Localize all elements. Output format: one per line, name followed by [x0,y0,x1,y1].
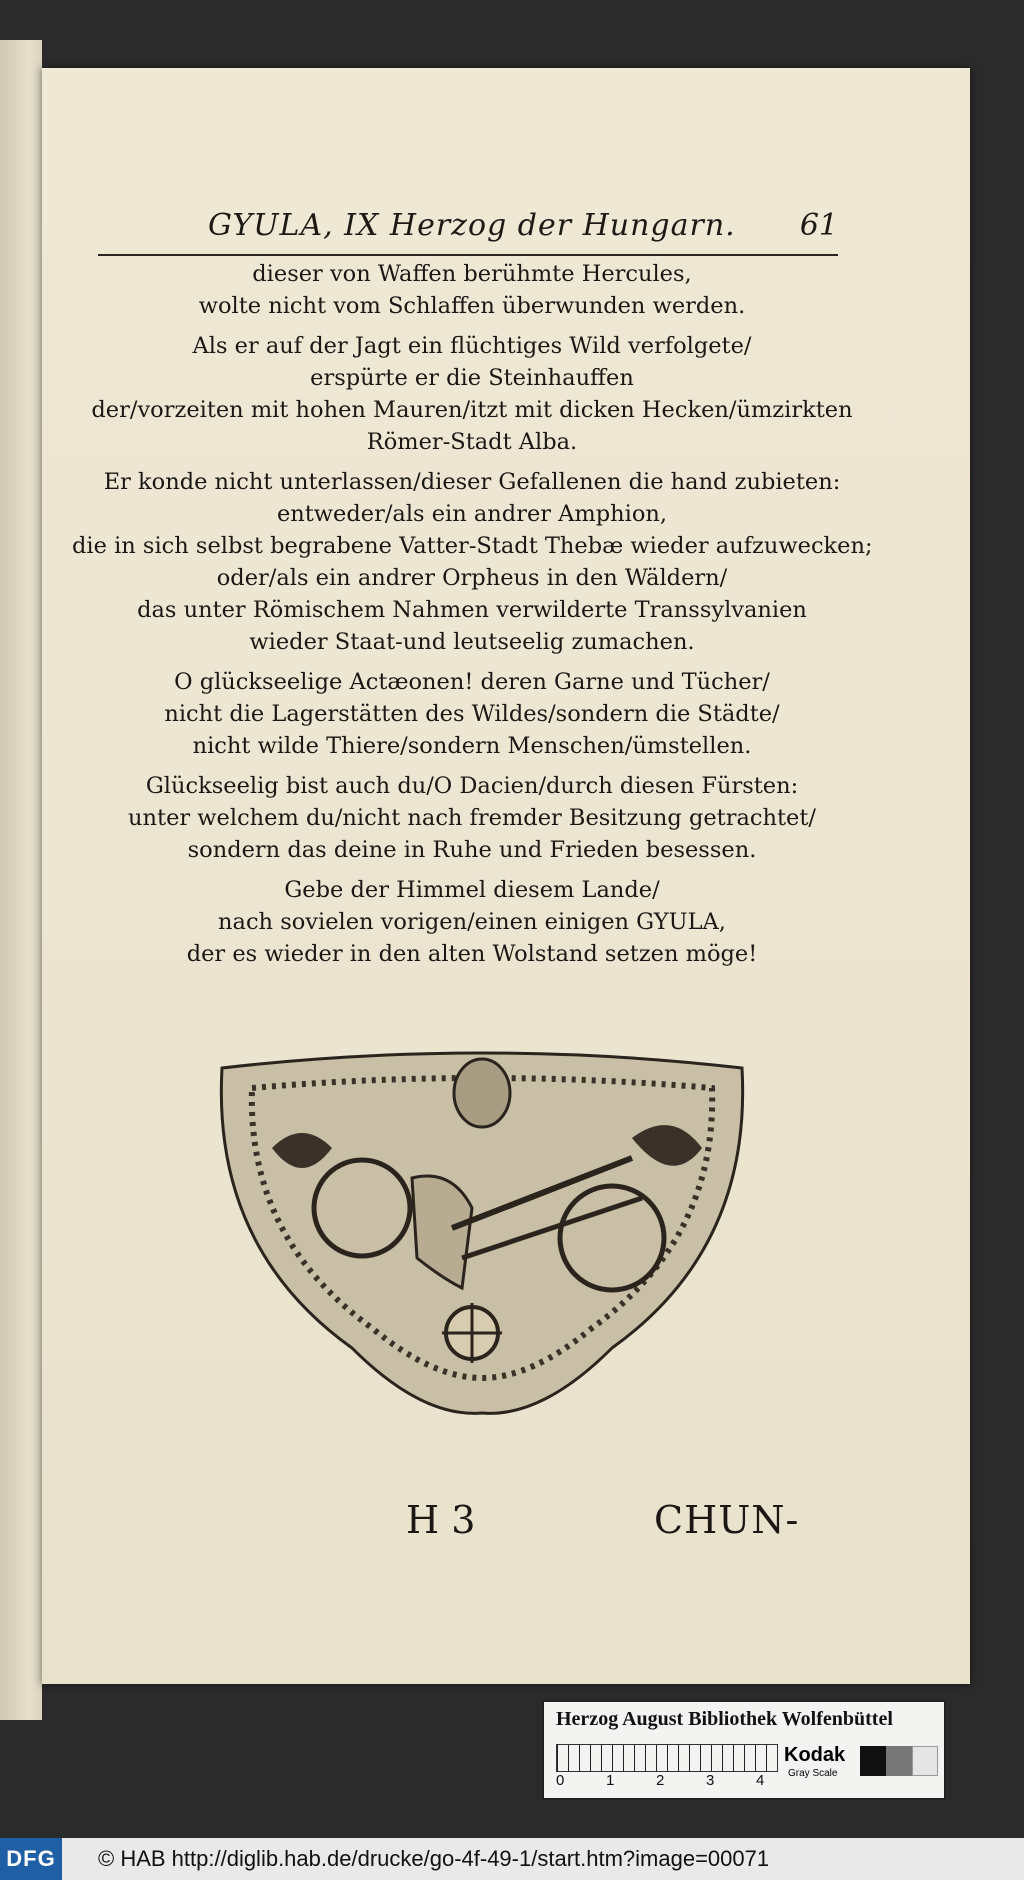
paragraph [72,666,872,762]
running-head: GYULA, IX Herzog der Hungarn. [208,208,736,243]
gray-scale-label: Gray Scale [788,1768,838,1779]
text-line: nach sovielen vorigen/einen einigen GYULA, [218,909,726,935]
text-line: unter welchem du/nicht nach fremder Besitzung getrachtet/ [128,805,816,831]
paragraph [72,770,872,866]
text-line: nicht die Lagerstätten des Wildes/sondern die Städte/ [164,701,780,727]
facing-page-edge [0,40,42,1720]
ornament-vignette-icon [212,1048,752,1418]
header-rule [98,254,838,256]
scale-number: 0 [556,1772,565,1789]
text-line: der es wieder in den alten Wolstand setzen möge! [186,941,758,967]
text-line: der/vorzeiten mit hohen Mauren/itzt mit dicken Hecken/ümzirkten [91,397,853,423]
paragraph [72,330,872,458]
color-target [542,1700,946,1800]
library-label: Herzog August Bibliothek Wolfenbüttel [556,1708,893,1730]
text-line: Glückseelig bist auch du/O Dacien/durch diesen Fürsten: [145,773,799,799]
scale-numbers [556,1772,786,1794]
page-footer [42,1498,970,1548]
kodak-brand: Kodak [784,1744,846,1766]
text-line: wieder Staat-und leutseelig zumachen. [249,629,695,655]
credit-bar [0,1838,1024,1880]
book-page [42,68,970,1684]
catchword: CHUN- [654,1498,800,1542]
signature-mark: H 3 [406,1498,476,1542]
dfg-logo: DFG [0,1838,62,1880]
text-line: nicht wilde Thiere/sondern Menschen/ümstellen. [192,733,752,759]
paragraph [72,466,872,658]
scale-number: 2 [656,1772,665,1789]
paragraph [72,258,872,322]
text-line: erspürte er die Steinhauffen [310,365,634,391]
text-line: wolte nicht vom Schlaffen überwunden werden. [198,293,746,319]
credit-link[interactable]: © HAB http://diglib.hab.de/drucke/go-4f-49-1/start.htm?image=00071 [98,1846,770,1871]
black-swatch [860,1746,886,1776]
ruler-scale [556,1744,778,1772]
text-line: sondern das deine in Ruhe und Frieden besessen. [187,837,757,863]
scale-number: 3 [706,1772,715,1789]
white-swatch [912,1746,938,1776]
page-header [98,208,838,248]
text-line: Gebe der Himmel diesem Lande/ [284,877,660,903]
scale-number: 1 [606,1772,615,1789]
text-line: Als er auf der Jagt ein flüchtiges Wild verfolgete/ [192,333,752,359]
page-number: 61 [799,208,838,243]
text-line: Er konde nicht unterlassen/dieser Gefallenen die hand zubieten: [103,469,841,495]
text-line: Römer-Stadt Alba. [366,429,578,455]
text-line: oder/als ein andrer Orpheus in den Wäldern/ [216,565,728,591]
body-text [72,258,872,978]
paragraph [72,874,872,970]
scale-number: 4 [756,1772,765,1789]
text-line: das unter Römischem Nahmen verwilderte Transsylvanien [137,597,807,623]
text-line: entweder/als ein andrer Amphion, [276,501,668,527]
text-line: dieser von Waffen berühmte Hercules, [252,261,692,287]
text-line: die in sich selbst begrabene Vatter-Stadt Thebæ wieder aufzuwecken; [72,533,873,559]
gray-swatch [886,1746,912,1776]
text-line: O glückseelige Actæonen! deren Garne und Tücher/ [174,669,770,695]
